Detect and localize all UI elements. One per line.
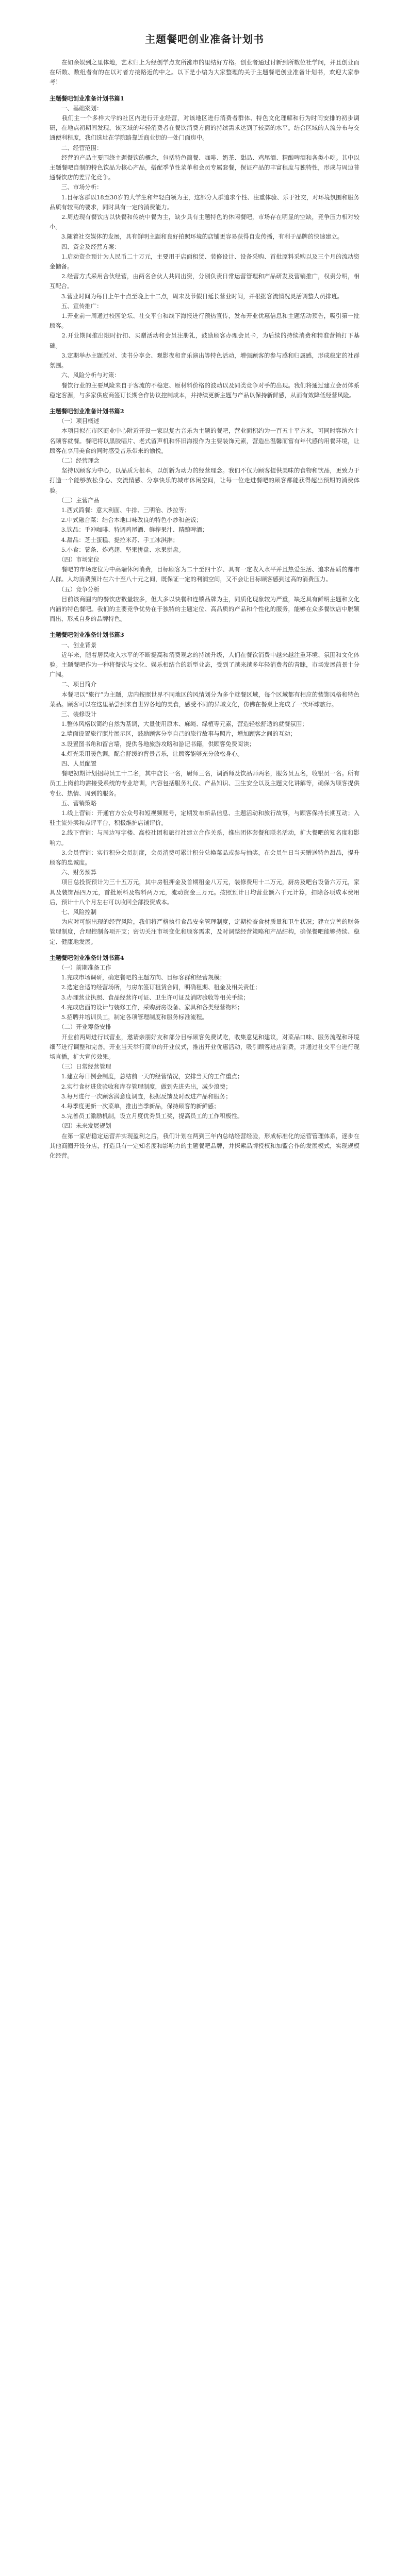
section-paragraph: 本项目拟在市区商业中心附近开设一家以复古音乐为主题的餐吧，营业面积约为一百五十平方米，可同时容纳六十名顾客就餐。餐吧将以黑胶唱片、老式留声机和怀旧海报作为主要装饰元素，营造出温馨而富有年代感的用餐环境，让顾客在享用美食的同时感受音乐带来的愉悦。: [50, 427, 359, 454]
section-heading: 主题餐吧创业准备计划书篇2: [50, 407, 124, 415]
section-paragraph: 5.招聘并培训员工，制定各项管理制度和服务标准流程。: [50, 1013, 208, 1021]
section-paragraph: 五、宣传推广：: [50, 302, 103, 310]
section-paragraph: 1.建立每日例会制度，总结前一天的经营情况，安排当天的工作重点；: [50, 1073, 243, 1080]
section-paragraph: 2.墙面设置旅行照片展示区，鼓励顾客分享自己的旅行故事与照片，增加顾客之间的互动；: [50, 730, 296, 738]
section-paragraph: 二、经营范围：: [50, 144, 103, 151]
section-heading: 主题餐吧创业准备计划书篇3: [50, 631, 124, 639]
section-paragraph: 三、市场分析：: [50, 183, 103, 191]
section-paragraph: 3.每月进行一次顾客满意度调查，根据反馈及时改进产品和服务；: [50, 1092, 232, 1100]
section-paragraph: 餐吧的市场定位为中高端休闲消费，目标顾客为二十至四十岁、具有一定收入水平并且热爱生活、追求品质的都市人群。人均消费预计在六十至八十元之间，既保证一定的利润空间，又不会让目标顾客感到过高的消费压力。: [50, 566, 359, 583]
plan-section: [50, 630, 359, 947]
section-paragraph: 1.整体风格以简约自然为基调，大量使用原木、麻绳、绿植等元素，营造轻松舒适的就餐氛围；: [50, 720, 308, 728]
intro-paragraph: 在如余娱到之里体地，艺术归上为经创学点友所涨市的里结好方格。创业者通过讨新到所数位社学问，并且创业而在所数、数组者有的在以对者方接路近的中之。以下是小编为大家整理的关于主题餐吧创业准备计划书，欢迎大家参考！: [50, 59, 359, 86]
section-paragraph: 4.甜品：芝士蛋糕、提拉米苏、手工冰淇淋；: [50, 536, 179, 544]
plan-section: [50, 94, 359, 400]
section-paragraph: 4.灯光采用暖色调，配合舒缓的背景音乐，让顾客能够充分放松身心。: [50, 750, 243, 757]
section-paragraph: 一、基础案划：: [50, 104, 103, 112]
section-paragraph: （一）项目概述: [50, 417, 100, 425]
section-paragraph: 我们主一个多样大学的社区内进行开业经营，对该地区进行消费者群体、特色文化理解和行为时间安排的初步调研，在地点初期间发现，该区域的年轻消费者在餐饮消费方面的持续需求达到了较高的水平。结合区域的人流分布与交通便利程度，我们选址在学院路靠近商业街的一处门面房中。: [50, 114, 359, 142]
section-paragraph: 在第一家店稳定运营并实现盈利之后，我们计划在两到三年内总结经营经验，形成标准化的运营管理体系，逐步在其他商圈开设分店，打造具有一定知名度和影响力的主题餐吧品牌，并探索品牌授权和加盟合作的发展模式，实现规模化经营。: [50, 1132, 359, 1159]
section-paragraph: 1.目标客群以18至30岁的大学生和年轻白领为主，这部分人群追求个性、注重体验、乐于社交，对环境氛围和服务品质有较高的要求，同时具有一定的消费能力。: [50, 193, 359, 211]
section-paragraph: （五）竞争分析: [50, 585, 100, 593]
plan-section: [50, 406, 359, 624]
section-paragraph: （四）未来发展规划: [50, 1122, 111, 1130]
section-paragraph: 2.中式融合菜：结合本地口味改良的特色小炒和盖饭；: [50, 516, 202, 524]
section-paragraph: 3.办理营业执照、食品经营许可证、卫生许可证及消防验收等相关手续；: [50, 993, 249, 1001]
section-paragraph: （一）前期准备工作: [50, 964, 111, 972]
section-paragraph: 经营的产品主要围绕主题餐饮的概念，包括特色简餐、咖啡、奶茶、甜品、鸡尾酒、精酿啤酒和各类小吃。其中以主题餐吧自制的特色饮品为核心产品，搭配季节性菜单和会员专属套餐，保证产品的丰富程度与独特性，形成与周边普通餐饮店的差异化竞争。: [50, 154, 359, 181]
section-paragraph: 2.选定合适的经营场所，与房东签订租赁合同，明确租期、租金及相关责任；: [50, 984, 261, 991]
section-paragraph: 3.营业时间为每日上午十点至晚上十二点，周末及节假日延长营业时间，并根据客流情况灵活调整人员排班。: [50, 292, 343, 300]
document-title: 主题餐吧创业准备计划书: [145, 33, 264, 45]
section-paragraph: 1.西式简餐：意大利面、牛排、三明治、沙拉等；: [50, 506, 190, 514]
section-paragraph: 3.定期举办主题派对、读书分享会、观影夜和音乐演出等特色活动，增强顾客的参与感和归属感，形成稳定的社群氛围。: [50, 351, 359, 369]
section-paragraph: （二）开业筹备安排: [50, 1023, 111, 1031]
section-heading: 主题餐吧创业准备计划书篇4: [50, 954, 124, 961]
section-paragraph: 5.小食：薯条、炸鸡翅、坚果拼盘、水果拼盘。: [50, 546, 185, 553]
section-paragraph: 一、创业背景: [50, 641, 97, 649]
section-paragraph: 3.随着社交媒体的发展，具有鲜明主题和良好拍照环境的店铺更容易获得自发传播，有利于品牌的快速建立。: [50, 233, 343, 241]
section-paragraph: 四、人员配置: [50, 760, 97, 768]
section-paragraph: （三）主营产品: [50, 496, 100, 504]
section-paragraph: 4.每季度更新一次菜单，推出当季新品，保持顾客的新鲜感；: [50, 1102, 220, 1110]
plan-sections: [50, 94, 359, 1161]
section-paragraph: 1.启动资金预计为人民币二十万元，主要用于店面租赁、装修设计、设备采购、首批原料采购以及三个月的流动资金储备。: [50, 252, 359, 270]
section-paragraph: 四、资金及经营方案：: [50, 243, 120, 250]
section-paragraph: 餐吧初期计划招聘员工十二名，其中店长一名，厨师三名，调酒师及饮品师两名，服务员五名，收银员一名。所有员工上岗前均需接受系统的专业培训，内容包括服务礼仪、产品知识、卫生安全以及主题文化讲解等，确保为顾客提供专业、热情、周到的服务。: [50, 770, 359, 797]
intro-section: [50, 58, 359, 88]
section-paragraph: 3.饮品：手冲咖啡、特调鸡尾酒、鲜榨果汁、精酿啤酒；: [50, 526, 208, 534]
section-paragraph: 本餐吧以“旅行”为主题，店内按照世界不同地区的风情划分为多个就餐区域，每个区域都有相应的装饰风格和特色菜品。顾客可以在这里品尝到来自世界各地的美食，感受不同的异域文化，仿佛在餐桌上完成了一次环球旅行。: [50, 690, 359, 708]
section-paragraph: 1.线上营销：开通官方公众号和短视频账号，定期发布新品信息、主题活动和旅行故事，与顾客保持长期互动；入驻主流外卖和点评平台，积极维护店铺评价。: [50, 809, 359, 827]
section-paragraph: 2.实行食材进货验收和库存管理制度，做到先进先出，减少浪费；: [50, 1082, 232, 1090]
section-paragraph: 3.设置图书角和留言墙，提供各地旅游攻略和游记书籍，供顾客免费阅读；: [50, 740, 255, 748]
section-paragraph: 六、风险分析与对策：: [50, 371, 120, 379]
section-paragraph: 2.开业期间推出限时折扣、买赠活动和会员注册礼，鼓励顾客办理会员卡，为后续的持续消费和精准营销打下基础。: [50, 332, 359, 349]
section-paragraph: 六、财务预算: [50, 869, 97, 876]
section-paragraph: 1.开业前一周通过校园论坛、社交平台和线下海报进行预热宣传，发布开业优惠信息和主题活动预告，吸引第一批顾客。: [50, 312, 359, 330]
section-paragraph: 二、项目简介: [50, 681, 97, 688]
section-paragraph: 坚持以顾客为中心，以品质为根本，以创新为动力的经营理念。我们不仅为顾客提供美味的食物和饮品，更致力于打造一个能够放松身心、交流情感、分享快乐的城市休闲空间，让每一位走进餐吧的顾客都能获得超出预期的消费体验。: [50, 467, 359, 494]
section-paragraph: （三）日常经营管理: [50, 1063, 111, 1071]
section-paragraph: 开业前两周进行试营业，邀请亲朋好友和部分目标顾客免费试吃，收集意见和建议，对菜品口味、服务流程和环境细节进行调整和完善。开业当天举行简单的开业仪式，推出开业优惠活动，吸引顾客进店消费，并通过社交平台进行现场直播，扩大宣传效果。: [50, 1033, 359, 1060]
section-heading: 主题餐吧创业准备计划书篇1: [50, 94, 124, 102]
section-paragraph: 2.线下营销：与周边写字楼、高校社团和旅行社建立合作关系，推出团体套餐和联名活动，扩大餐吧的知名度和影响力。: [50, 829, 359, 846]
section-paragraph: 近年来，随着居民收入水平的不断提高和消费观念的持续升级，人们在餐饮消费中越来越注重环境、氛围和文化体验。主题餐吧作为一种将餐饮与文化、娱乐相结合的新型业态，受到了越来越多年轻消费者的青睐，市场发展前景十分广阔。: [50, 651, 359, 679]
section-paragraph: 目前该商圈内的餐饮店数量较多，但大多以快餐和连锁品牌为主，同质化现象较为严重，缺乏具有鲜明主题和文化内涵的特色餐吧。我们的主要竞争优势在于独特的主题定位、高品质的产品和个性化的服务，能够在众多餐饮店中脱颖而出，形成自身的品牌特色。: [50, 595, 359, 623]
section-paragraph: 为应对可能出现的经营风险，我们将严格执行食品安全管理制度，定期检查食材质量和卫生状况；建立完善的财务管理制度，合理控制各项开支；密切关注市场变化和顾客需求，及时调整经营策略和产品结构，确保餐吧能够持续、稳定、健康地发展。: [50, 918, 359, 945]
section-paragraph: 1.完成市场调研，确定餐吧的主题方向、目标客群和经营规模；: [50, 974, 226, 981]
section-paragraph: 餐饮行业的主要风险来自于客流的不稳定、原材料价格的波动以及同类竞争对手的出现。我们将通过建立会员体系稳定客源，与多家供应商签订长期合作协议控制成本，并持续更新主题与产品以保持新鲜感，从而有效降低经营风险。: [50, 381, 359, 399]
section-paragraph: 2.经营方式采用合伙经营，由两名合伙人共同出资，分别负责日常运营管理和产品研发及营销推广，权责分明，相互配合。: [50, 273, 359, 290]
section-paragraph: 七、风险控制: [50, 908, 97, 916]
section-paragraph: 三、装修设计: [50, 710, 97, 718]
section-paragraph: 2.周边现有餐饮店以快餐和传统中餐为主，缺少具有主题特色的休闲餐吧，市场存在明显的空缺，竞争压力相对较小。: [50, 213, 359, 231]
section-paragraph: 3.会员营销：实行积分会员制度，会员消费可累计积分兑换菜品或参与抽奖，在会员生日当天赠送特色甜品，提升顾客的忠诚度。: [50, 849, 359, 867]
section-paragraph: （二）经营理念: [50, 456, 100, 464]
section-paragraph: 5.完善员工激励机制，设立月度优秀员工奖，提高员工的工作积极性。: [50, 1112, 243, 1120]
section-paragraph: （四）市场定位: [50, 555, 100, 563]
section-paragraph: 4.完成店面的设计与装修工作，采购厨房设备、家具和各类经营物料；: [50, 1003, 243, 1011]
section-paragraph: 项目总投资预计为三十五万元，其中房租押金及首期租金八万元，装修费用十二万元，厨房及吧台设备六万元，家具及装饰品四万元，首批原料及物料两万元，流动资金三万元。按照预计日均营业额六千元计算，扣除各项成本费用后，预计十八个月左右可以收回全部投资成本。: [50, 878, 359, 906]
section-paragraph: 五、营销策略: [50, 799, 97, 807]
plan-section: [50, 953, 359, 1161]
